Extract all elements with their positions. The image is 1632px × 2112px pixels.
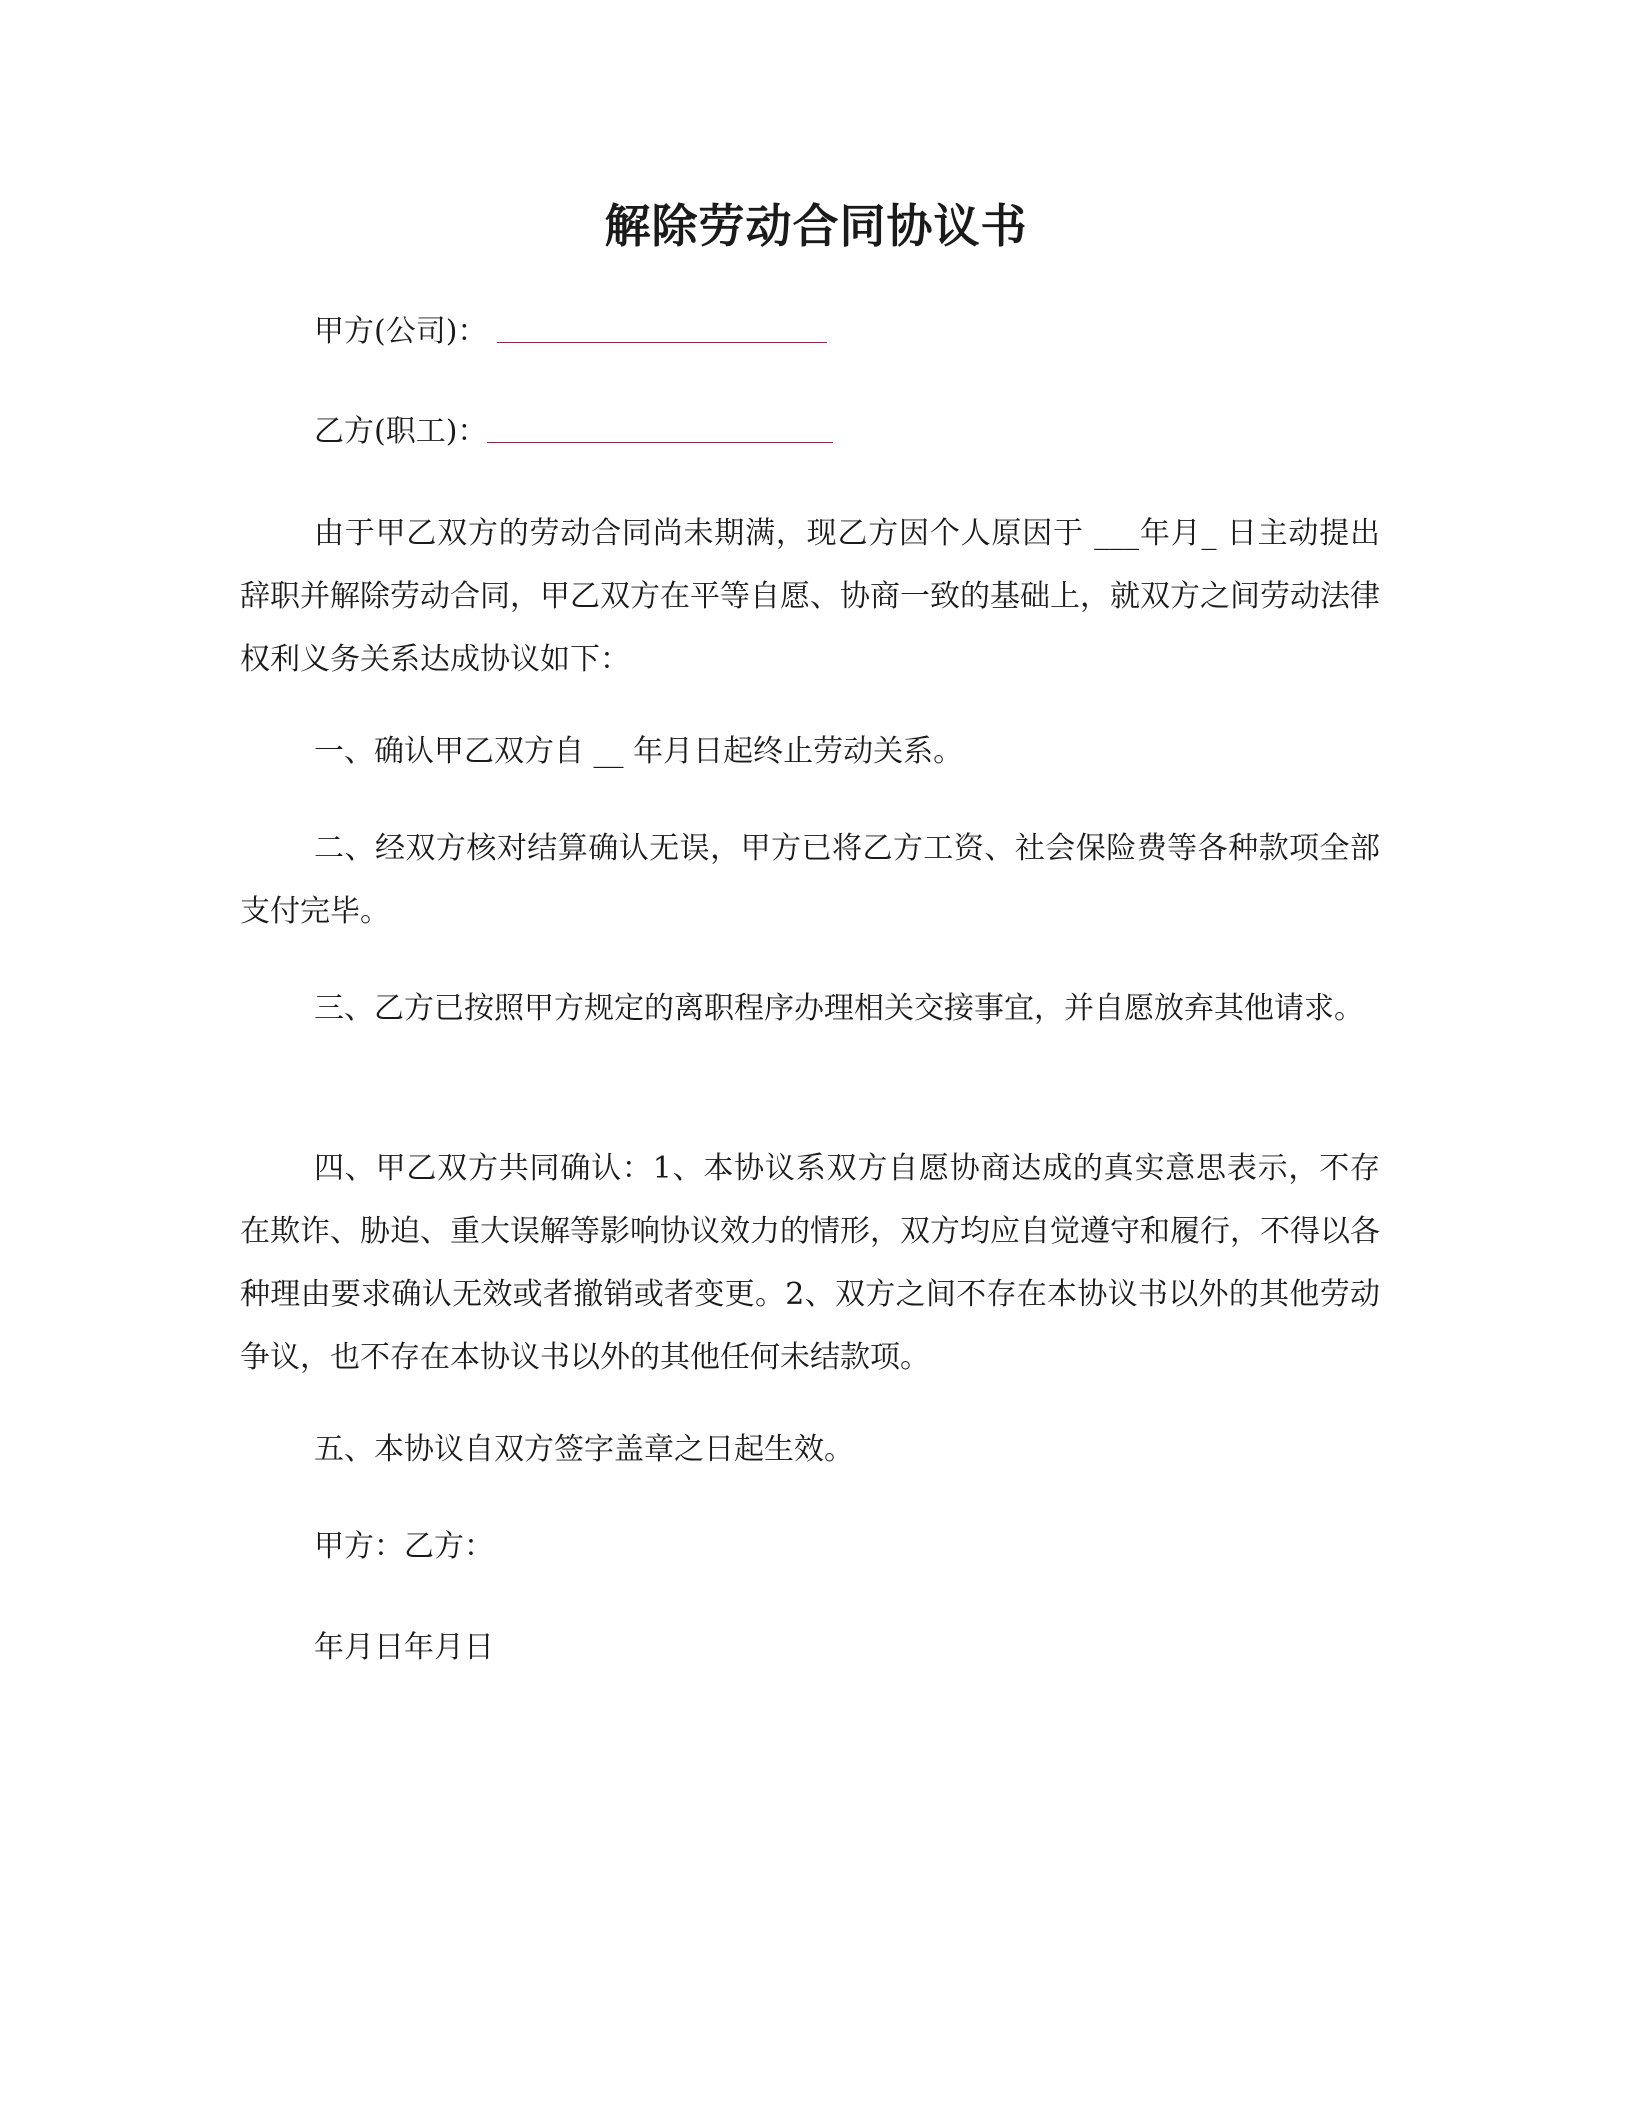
- party-a-label: 甲方(公司)：: [314, 314, 488, 349]
- clause-5: 五、本协议自双方签字盖章之日起生效。: [314, 1432, 854, 1467]
- party-a-blank: [497, 314, 827, 343]
- intro-paragraph: 由于甲乙双方的劳动合同尚未期满，现乙方因个人原因于 ___年月_ 日主动提出辞职并解除劳动合同，甲乙双方在平等自愿、协商一致的基础上，就双方之间劳动法律权利义务关系达成协议如下：: [240, 516, 1380, 677]
- clause-4: 四、甲乙双方共同确认：1、本协议系双方自愿协商达成的真实意思表示，不存在欺诈、胁迫、重大误解等影响协议效力的情形，双方均应自觉遵守和履行，不得以各种理由要求确认无效或者撤销或者变更。2、双方之间不存在本协议书以外的其他劳动争议，也不存在本协议书以外的其他任何未结款项。: [240, 1151, 1380, 1375]
- party-b-row: [314, 412, 833, 452]
- date-line: 年月日年月日: [314, 1630, 494, 1665]
- signature-line: 甲方：乙方：: [314, 1529, 494, 1564]
- clause-1: 一、确认甲乙双方自 __ 年月日起终止劳动关系。: [314, 734, 964, 769]
- document-title: 解除劳动合同协议书: [604, 199, 1028, 253]
- clause-3: 三、乙方已按照甲方规定的离职程序办理相关交接事宜，并自愿放弃其他请求。: [314, 991, 1364, 1026]
- party-b-blank: [487, 414, 833, 443]
- party-b-label: 乙方(职工)：: [314, 414, 488, 449]
- party-a-row: [314, 312, 827, 352]
- clause-2: 二、经双方核对结算确认无误，甲方已将乙方工资、社会保险费等各种款项全部支付完毕。: [240, 831, 1380, 929]
